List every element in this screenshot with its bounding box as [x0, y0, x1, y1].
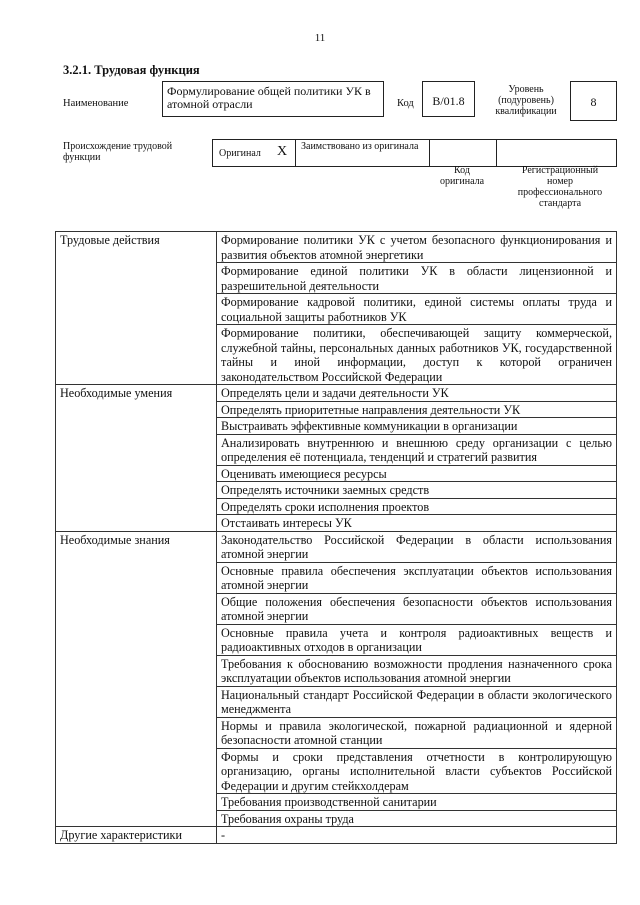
list-item: Формы и сроки представления отчетности в контролирующую организацию, органы исполнительной власти субъектов Российской Федерации и другим стейкхолдерам	[217, 748, 617, 794]
list-item: Определять источники заемных средств	[217, 482, 617, 499]
code-value: B/01.8	[422, 81, 475, 117]
level-value: 8	[570, 81, 617, 121]
list-item: Оценивать имеющиеся ресурсы	[217, 465, 617, 482]
origin-label: Происхождение трудовой функции	[63, 141, 173, 163]
original-label: Оригинал	[219, 148, 261, 159]
name-value: Формулирование общей политики УК в атомной отрасли	[162, 81, 384, 117]
list-item: Основные правила учета и контроля радиоактивных веществ и радиоактивных отходов в организации	[217, 624, 617, 655]
list-item: Определять сроки исполнения проектов	[217, 498, 617, 515]
list-item: Отстаивать интересы УК	[217, 515, 617, 532]
list-item: Определять цели и задачи деятельности УК	[217, 385, 617, 402]
list-item: Требования производственной санитарии	[217, 794, 617, 811]
list-item: Требования охраны труда	[217, 810, 617, 827]
list-item: Национальный стандарт Российской Федерации в области экологического менеджмента	[217, 686, 617, 717]
code-label: Код	[397, 98, 414, 109]
page-number: 11	[314, 32, 326, 44]
list-item: Основные правила обеспечения эксплуатации объектов использования атомной энергии	[217, 562, 617, 593]
level-label: Уровень (подуровень) квалификации	[495, 84, 557, 117]
list-item: Формирование единой политики УК в области лицензионной и разрешительной деятельности	[217, 263, 617, 294]
list-item: Нормы и правила экологической, пожарной радиационной и ядерной безопасности атомной станции	[217, 717, 617, 748]
section-label-actions: Трудовые действия	[56, 232, 217, 385]
list-item: Общие положения обеспечения безопасности объектов использования атомной энергии	[217, 593, 617, 624]
section-label-skills: Необходимые умения	[56, 385, 217, 532]
labor-function-table	[55, 231, 617, 844]
list-item: Анализировать внутреннюю и внешнюю среду организации с целью определения её потенциала, тенденций и стратегий развития	[217, 434, 617, 465]
table-row	[56, 385, 617, 402]
origin-row	[212, 139, 617, 167]
table-row	[56, 232, 617, 263]
section-label-knowledge: Необходимые знания	[56, 531, 217, 827]
section-title: 3.2.1. Трудовая функция	[63, 63, 200, 77]
list-item: Определять приоритетные направления деятельности УК	[217, 401, 617, 418]
name-label: Наименование	[63, 98, 129, 109]
original-mark: X	[277, 144, 288, 159]
table-row	[56, 531, 617, 562]
code-original-label: Код оригинала	[439, 165, 485, 187]
list-item: Требования к обоснованию возможности продления назначенного срока эксплуатации объектов использования атомной энергии	[217, 655, 617, 686]
table-row	[56, 827, 617, 844]
list-item: Формирование политики УК с учетом безопасного функционирования и развития объектов атомной энергетики	[217, 232, 617, 263]
list-item: Формирование политики, обеспечивающей защиту коммерческой, служебной тайны, персональных данных работников УК, государственной тайны и иной информации, доступ к которой ограничен законодательством Российской Федерации	[217, 325, 617, 385]
reg-number-label: Регистрационный номер профессионального стандарта	[517, 165, 603, 209]
list-item: Формирование кадровой политики, единой системы оплаты труда и социальной защиты работников УК	[217, 294, 617, 325]
list-item: Выстраивать эффективные коммуникации в организации	[217, 418, 617, 435]
list-item: Законодательство Российской Федерации в области использования атомной энергии	[217, 531, 617, 562]
section-label-other: Другие характеристики	[56, 827, 217, 844]
borrowed-label: Заимствовано из оригинала	[301, 141, 419, 152]
list-item: -	[217, 827, 617, 844]
